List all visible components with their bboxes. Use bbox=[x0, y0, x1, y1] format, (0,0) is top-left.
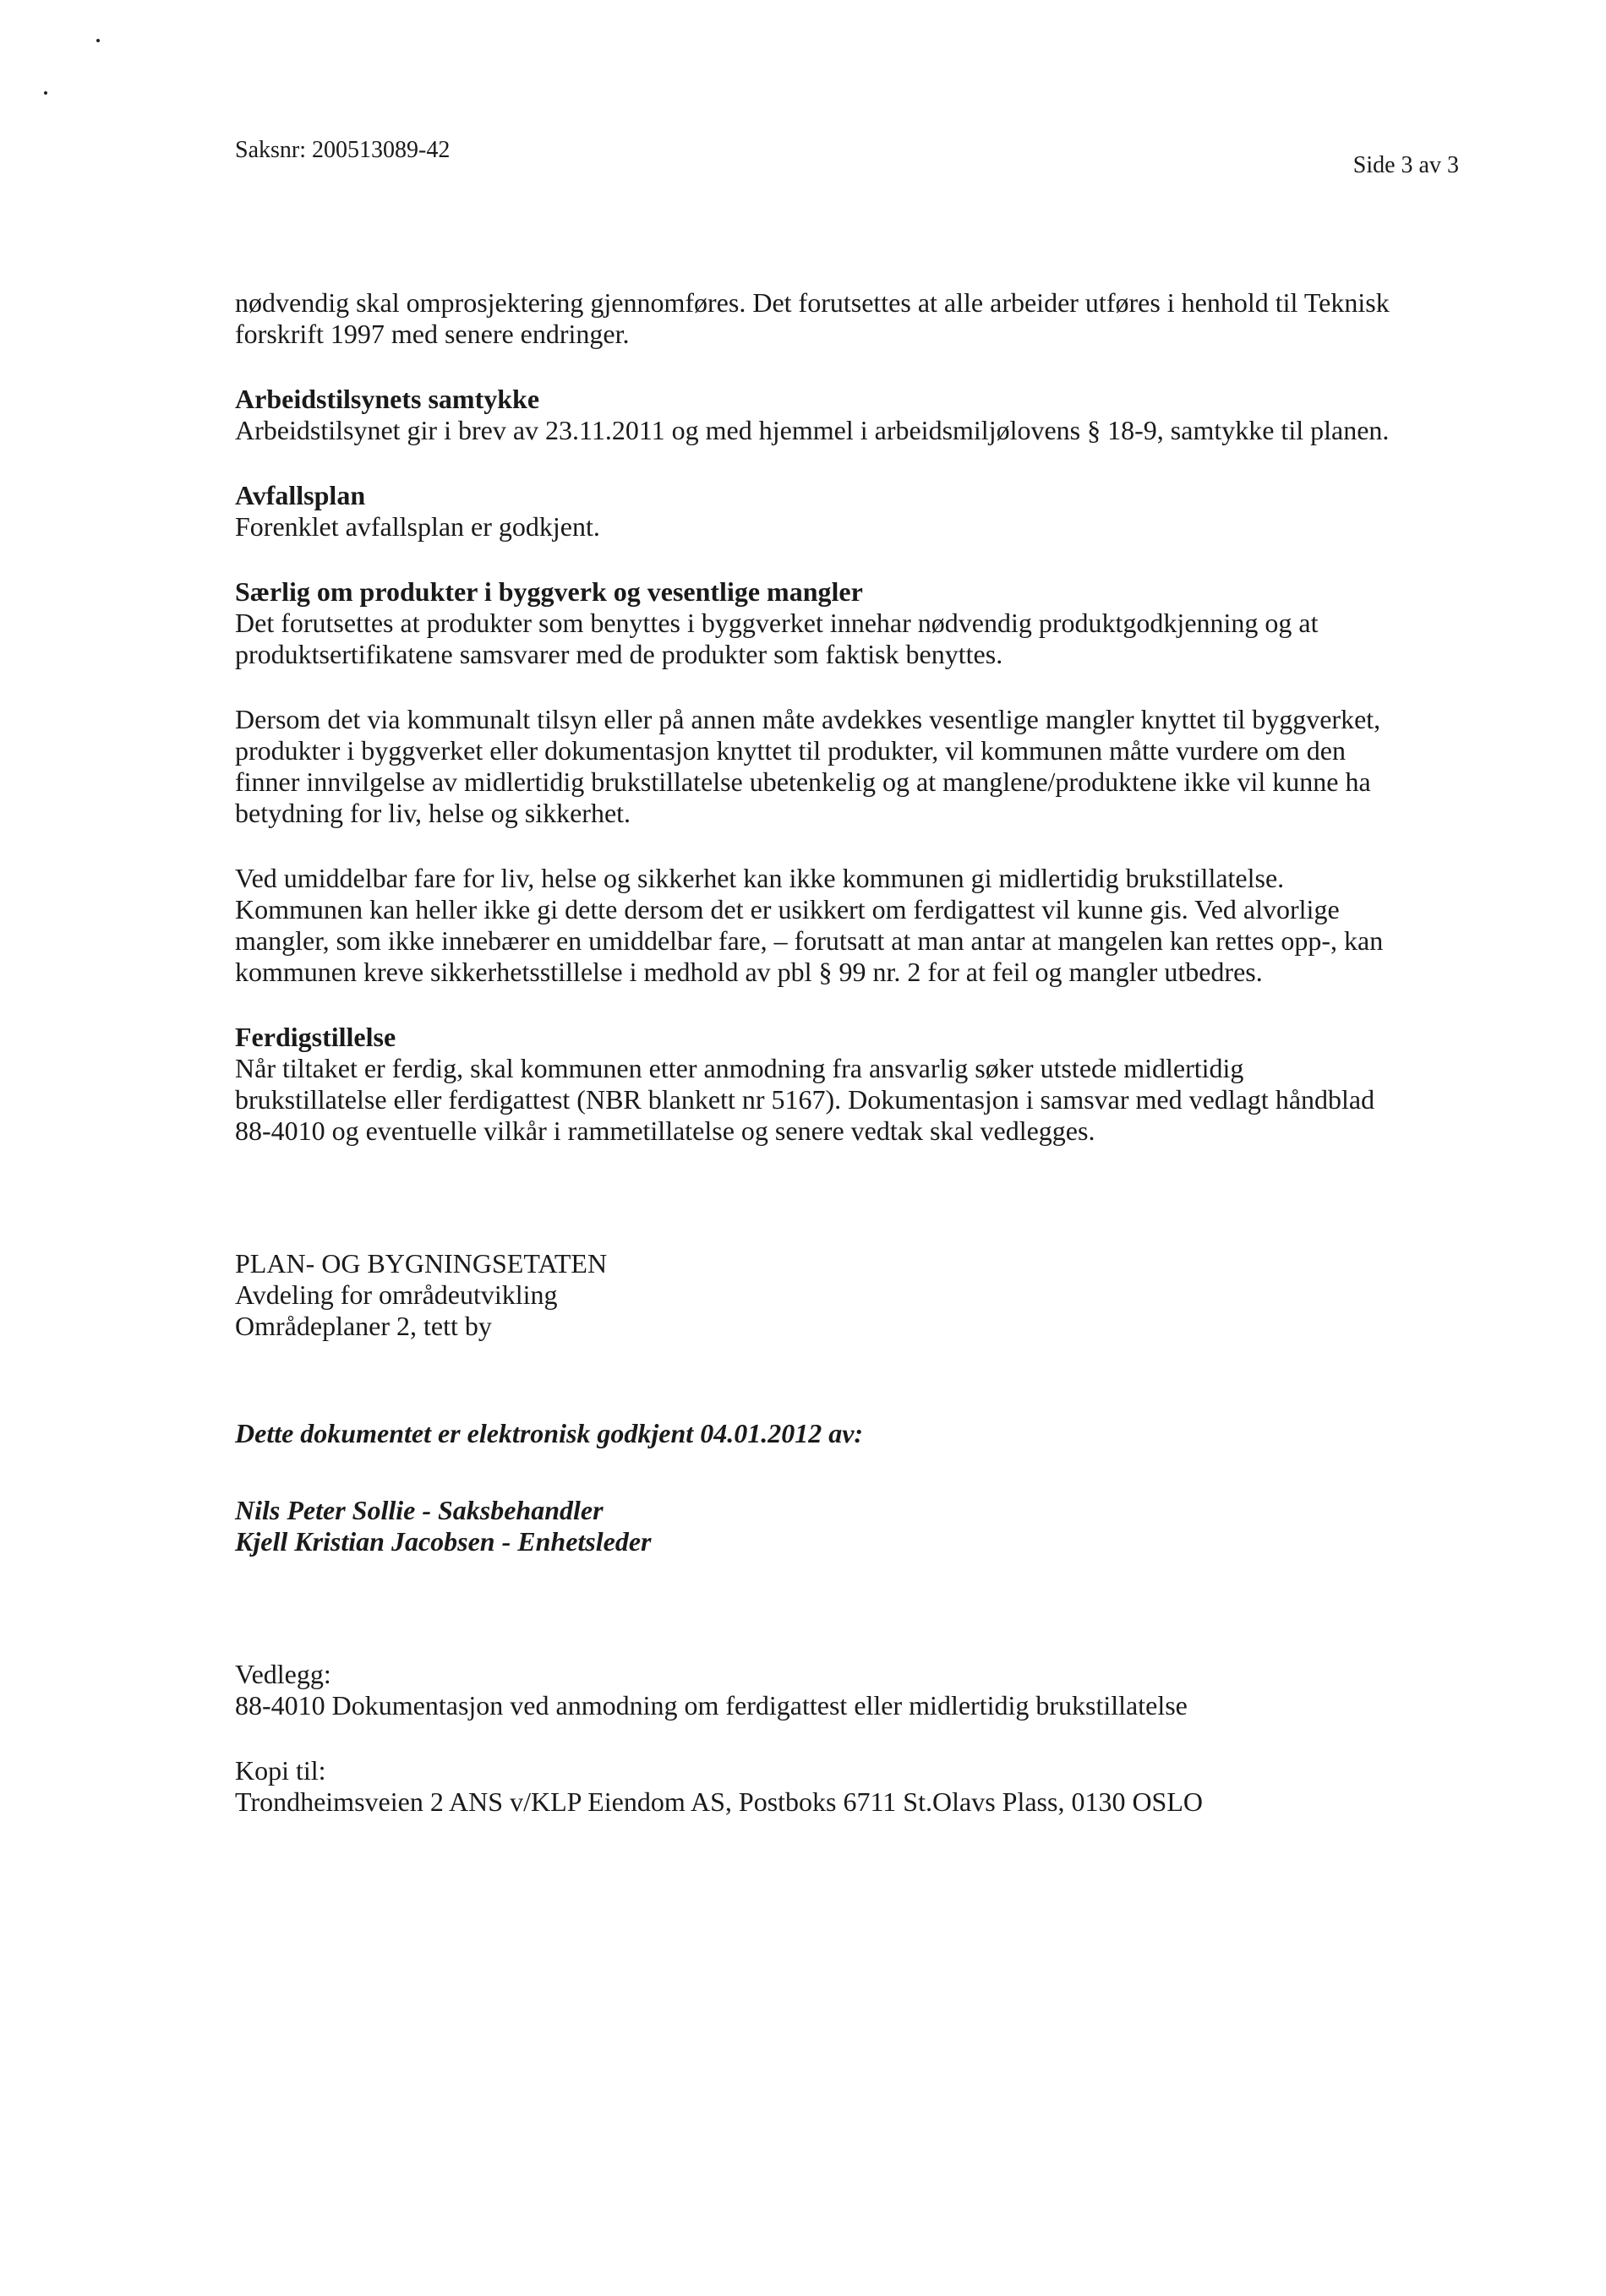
section-avfallsplan bbox=[235, 480, 1459, 543]
scan-speck bbox=[96, 39, 100, 42]
intro-paragraph: nødvendig skal omprosjektering gjennomføres. Det forutsettes at alle arbeider utføres i henhold til Teknisk forskrift 1997 med senere endringer. bbox=[235, 287, 1390, 349]
copy-block bbox=[235, 1755, 1459, 1818]
attachment-item: 88-4010 Dokumentasjon ved anmodning om ferdigattest eller midlertidig brukstillatelse bbox=[235, 1690, 1188, 1721]
scan-speck bbox=[44, 91, 47, 95]
sender-unit: Områdeplaner 2, tett by bbox=[235, 1311, 492, 1341]
section-arbeidstilsynet bbox=[235, 384, 1459, 446]
page-number: Side 3 av 3 bbox=[1352, 152, 1459, 178]
section-heading: Ferdigstillelse bbox=[235, 1022, 396, 1052]
section-paragraph: Dersom det via kommunalt tilsyn eller på annen måte avdekkes vesentlige mangler knyttet til byggverket, produkter i byggverket eller dokumentasjon knyttet til produkter, vil kommunen måtte vurdere om den finner innvilgelse av midlertidig brukstillatelse ubetenkelig og at manglene/produktene ikke vil kunne ha betydning for liv, helse og sikkerhet. bbox=[235, 704, 1381, 828]
signer-name: Kjell Kristian Jacobsen - Enhetsleder bbox=[235, 1526, 652, 1557]
attachments-block bbox=[235, 1659, 1459, 1721]
sender-department: Avdeling for områdeutvikling bbox=[235, 1279, 558, 1310]
copy-label: Kopi til: bbox=[235, 1755, 326, 1786]
attachments-label: Vedlegg: bbox=[235, 1659, 331, 1689]
case-number: Saksnr: 200513089-42 bbox=[235, 137, 451, 163]
document-body bbox=[235, 287, 1459, 1818]
section-body: Forenklet avfallsplan er godkjent. bbox=[235, 511, 600, 542]
approval-block bbox=[235, 1418, 1459, 1557]
section-body: Når tiltaket er ferdig, skal kommunen etter anmodning fra ansvarlig søker utstede midlertidig brukstillatelse eller ferdigattest (NBR blankett nr 5167). Dokumentasjon i samsvar med vedlagt håndblad 88-4010 og eventuelle vilkår i rammetillatelse og senere vedtak skal vedlegges. bbox=[235, 1053, 1375, 1146]
sender-block bbox=[235, 1248, 1459, 1342]
section-ferdigstillelse bbox=[235, 1022, 1459, 1147]
section-paragraph: Ved umiddelbar fare for liv, helse og sikkerhet kan ikke kommunen gi midlertidig brukstillatelse. Kommunen kan heller ikke gi dette dersom det er usikkert om ferdigattest vil kunne gis. Ved alvorlige mangler, som ikke innebærer en umiddelbar fare, – forutsatt at man antar at mangelen kan rettes opp-, kan kommunen kreve sikkerhetsstillelse i medhold av pbl § 99 nr. 2 for at feil og mangler utbedres. bbox=[235, 863, 1384, 987]
sender-agency: PLAN- OG BYGNINGSETATEN bbox=[235, 1248, 608, 1279]
approval-statement: Dette dokumentet er elektronisk godkjent 04.01.2012 av: bbox=[235, 1418, 864, 1448]
section-paragraph: Det forutsettes at produkter som benyttes i byggverket innehar nødvendig produktgodkjenning og at produktsertifikatene samsvarer med de produkter som faktisk benyttes. bbox=[235, 608, 1319, 669]
copy-recipient: Trondheimsveien 2 ANS v/KLP Eiendom AS, Postboks 6711 St.Olavs Plass, 0130 OSLO bbox=[235, 1786, 1203, 1817]
page-header bbox=[235, 137, 1459, 179]
section-produkter bbox=[235, 576, 1459, 988]
section-heading: Arbeidstilsynets samtykke bbox=[235, 384, 540, 414]
section-heading: Avfallsplan bbox=[235, 480, 366, 510]
section-heading: Særlig om produkter i byggverk og vesentlige mangler bbox=[235, 576, 863, 607]
section-body: Arbeidstilsynet gir i brev av 23.11.2011 og med hjemmel i arbeidsmiljølovens § 18-9, samtykke til planen. bbox=[235, 415, 1390, 445]
signer-name: Nils Peter Sollie - Saksbehandler bbox=[235, 1495, 604, 1525]
